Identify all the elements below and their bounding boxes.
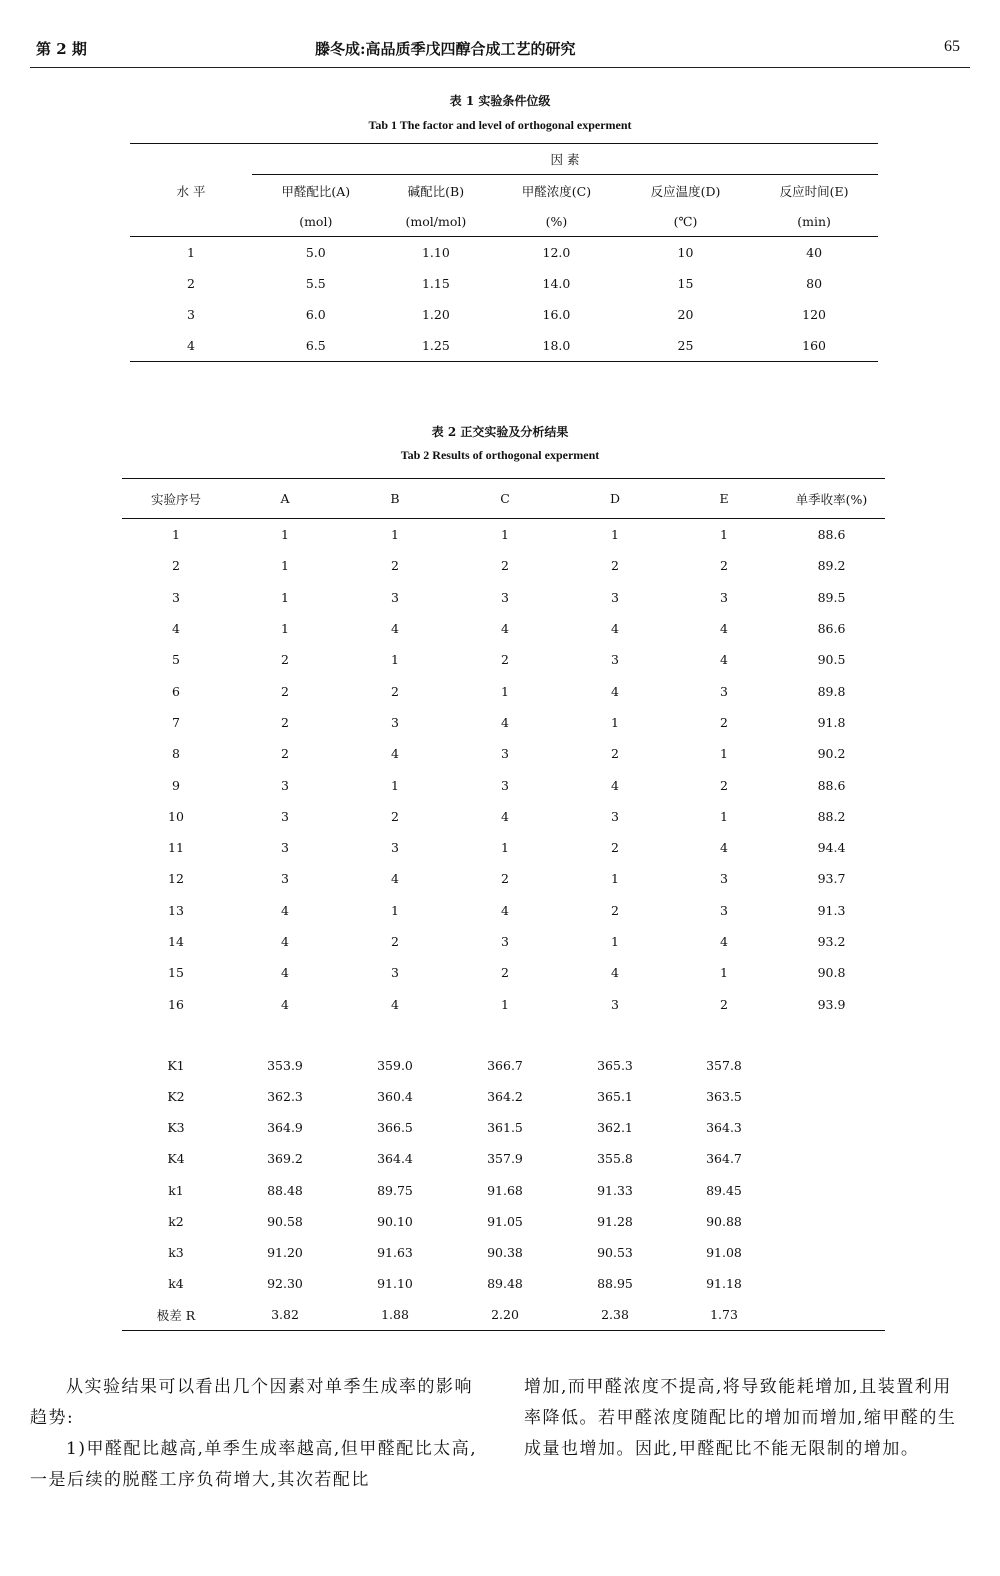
table-cell: 2 [281, 683, 289, 699]
table-cell: 2 [281, 652, 289, 668]
table-cell: 2 [501, 558, 509, 574]
table-cell: 3 [281, 871, 289, 887]
table1-caption-cn: 表 1 实验条件位级 [449, 94, 551, 108]
table-cell: 364.2 [487, 1089, 523, 1105]
table-cell: 2 [391, 934, 399, 949]
stats-row [122, 1237, 885, 1268]
stats-row [122, 1112, 885, 1143]
table-cell: 4 [720, 934, 728, 949]
stats-row [122, 1081, 885, 1112]
table-cell: 4 [391, 996, 399, 1012]
table-cell: 4 [501, 621, 509, 637]
stats-row [122, 1299, 885, 1331]
table-cell: 91.10 [377, 1276, 413, 1292]
table-cell: 25 [677, 338, 694, 353]
table-cell: 8 [172, 746, 180, 762]
body-paragraph: 从实验结果可以看出几个因素对单季生成率的影响趋势: [30, 1377, 473, 1428]
empty-cell [778, 1081, 885, 1112]
table-cell: 88.95 [597, 1276, 633, 1292]
header-rule [30, 67, 970, 68]
table-row [122, 769, 885, 800]
table-cell: 6.5 [305, 338, 326, 353]
table-row [130, 237, 878, 269]
table-cell: 89.75 [377, 1182, 413, 1198]
table-cell: 4 [611, 965, 619, 981]
t2-header-cell: 单季收率(%) [778, 479, 885, 519]
table-cell: 1 [611, 871, 619, 887]
table-cell: 4 [501, 902, 509, 918]
t1-col-unit: (℃) [621, 206, 750, 237]
table-cell: 2 [611, 746, 619, 762]
table-cell: 3 [391, 714, 399, 730]
empty-cell [778, 1299, 885, 1331]
empty-cell [778, 1112, 885, 1143]
empty-cell [778, 1143, 885, 1174]
table-cell: 4 [391, 621, 399, 637]
table-cell: 91.3 [817, 902, 846, 918]
table-cell: k3 [168, 1244, 184, 1260]
t1-col-name: 反应温度(D) [650, 183, 721, 199]
table-cell: 2 [281, 714, 289, 730]
spacer-row [122, 1020, 885, 1050]
table-cell: 366.7 [487, 1057, 523, 1073]
table-cell: 89.8 [817, 683, 846, 699]
table-cell: 2 [611, 558, 619, 574]
running-title: 滕冬成:高品质季戊四醇合成工艺的研究 [315, 40, 576, 58]
table-cell: 4 [281, 965, 289, 981]
table-cell: 2 [720, 714, 728, 730]
table-row [122, 613, 885, 644]
table-cell: 88.48 [267, 1182, 303, 1198]
table-cell: 91.68 [487, 1182, 523, 1198]
table-cell: 18.0 [542, 338, 571, 353]
table-cell: k4 [168, 1276, 184, 1292]
table-cell: 1 [187, 245, 195, 260]
table-row [122, 582, 885, 613]
table-cell: 91.33 [597, 1182, 633, 1198]
table-cell: 160 [802, 338, 827, 353]
table-cell: 1 [720, 808, 728, 824]
table-cell: 2 [501, 965, 509, 981]
table-cell: 89.45 [706, 1182, 742, 1198]
table-cell: 4 [720, 621, 728, 637]
table-cell: 3 [611, 808, 619, 824]
table-cell: 2 [187, 276, 195, 291]
table-cell: 4 [281, 996, 289, 1012]
table-cell: 4 [720, 652, 728, 668]
table-cell: 4 [611, 683, 619, 699]
running-header [0, 38, 1000, 62]
stats-row [122, 1268, 885, 1299]
table-cell: 364.9 [267, 1120, 303, 1136]
table-cell: 3 [611, 652, 619, 668]
table-cell: 2 [720, 777, 728, 793]
table-cell: 3 [720, 871, 728, 887]
table-cell: 2 [391, 808, 399, 824]
table-cell: 2 [501, 652, 509, 668]
table-cell: 4 [391, 746, 399, 762]
table-cell: 16.0 [542, 307, 571, 322]
table-cell: 2 [611, 840, 619, 856]
table-cell: 3 [720, 902, 728, 918]
table-cell: 1.88 [381, 1307, 409, 1323]
table-cell: 3.82 [271, 1307, 299, 1323]
table-row [122, 832, 885, 863]
table-cell: K2 [167, 1089, 185, 1105]
empty-cell [778, 1175, 885, 1206]
table-cell: 4 [501, 808, 509, 824]
table-cell: 1.10 [421, 245, 450, 260]
table-cell: 4 [611, 621, 619, 637]
table-row [122, 675, 885, 706]
table-cell: 2 [501, 871, 509, 887]
page-number: 65 [944, 38, 960, 55]
table-cell: 3 [391, 840, 399, 856]
empty-cell [778, 1237, 885, 1268]
table-cell: 1 [391, 527, 399, 543]
table-cell: 2 [391, 683, 399, 699]
table-cell: 94.4 [817, 840, 846, 856]
table-cell: 3 [187, 307, 195, 322]
t1-col-unit: (%) [492, 206, 621, 237]
table-cell: 361.5 [487, 1120, 523, 1136]
table-cell: 2 [720, 558, 728, 574]
t2-header-cell: C [450, 479, 560, 519]
table-cell: 92.30 [267, 1276, 303, 1292]
table-cell: 15 [168, 965, 184, 981]
table1-caption-en: Tab 1 The factor and level of orthogonal experment [368, 118, 632, 132]
table-cell: 1 [172, 527, 180, 543]
table-cell: 359.0 [377, 1057, 413, 1073]
table-cell: 3 [391, 965, 399, 981]
table-cell: 362.1 [597, 1120, 633, 1136]
table-cell: 1 [720, 746, 728, 762]
table-cell: 3 [281, 808, 289, 824]
stats-row [122, 1206, 885, 1237]
table-cell: 91.05 [487, 1213, 523, 1229]
table-cell: 2.20 [491, 1307, 519, 1323]
table-cell: 1.15 [421, 276, 450, 291]
table-cell: 1 [501, 683, 509, 699]
table-cell: 93.7 [817, 871, 846, 887]
table-cell: 80 [806, 276, 823, 291]
table-cell: 357.9 [487, 1151, 523, 1167]
table-cell: 90.10 [377, 1213, 413, 1229]
table-cell: 4 [187, 338, 195, 353]
table-cell: 20 [677, 307, 694, 322]
table-cell: k1 [168, 1182, 184, 1198]
table-cell: 1 [281, 527, 289, 543]
table-cell: 3 [501, 589, 509, 605]
table-cell: 364.3 [706, 1120, 742, 1136]
empty-cell [778, 1268, 885, 1299]
table-cell: 1 [391, 777, 399, 793]
table-cell: 1 [720, 527, 728, 543]
table-cell: 93.9 [817, 996, 846, 1012]
table-row [122, 644, 885, 675]
table-cell: 364.4 [377, 1151, 413, 1167]
table-cell: 9 [172, 777, 180, 793]
table-cell: 1 [501, 840, 509, 856]
table-cell: 14 [168, 934, 184, 949]
table-cell: 369.2 [267, 1151, 303, 1167]
table-cell: 3 [391, 589, 399, 605]
table-cell: 11 [168, 840, 184, 856]
table-cell: 90.58 [267, 1213, 303, 1229]
table-cell: 89.5 [817, 589, 846, 605]
table-cell: 3 [611, 589, 619, 605]
table-row [122, 863, 885, 894]
table-cell: 90.53 [597, 1244, 633, 1260]
table-cell: 3 [172, 589, 180, 605]
body-left-column [30, 1372, 482, 1496]
table-cell: 2.38 [601, 1307, 629, 1323]
table-cell: 1 [611, 934, 619, 949]
table-cell: 357.8 [706, 1057, 742, 1073]
table-cell: 7 [172, 714, 180, 730]
table-cell: 3 [611, 996, 619, 1012]
table-cell: 4 [172, 621, 180, 637]
table-cell: 3 [281, 777, 289, 793]
table-row [130, 268, 878, 299]
table-cell: 90.88 [706, 1213, 742, 1229]
level-header: 水 平 [130, 144, 252, 237]
table-cell: 1 [391, 652, 399, 668]
table1-body [130, 237, 878, 362]
table-cell: 88.6 [817, 527, 846, 543]
table-cell: 364.7 [706, 1151, 742, 1167]
table-cell: 5.5 [305, 276, 326, 291]
table-cell: 3 [501, 746, 509, 762]
t1-col-name: 碱配比(B) [407, 183, 465, 199]
t1-col-unit: (min) [750, 206, 878, 237]
table-cell: K4 [167, 1151, 185, 1167]
table-cell: 1 [611, 527, 619, 543]
table-row [122, 550, 885, 581]
table-cell: 91.28 [597, 1213, 633, 1229]
table-cell: 3 [720, 589, 728, 605]
table-cell: 3 [501, 777, 509, 793]
table-cell: K1 [167, 1057, 185, 1073]
spacer-cell [122, 1020, 885, 1050]
table-row [122, 988, 885, 1019]
table1 [130, 143, 878, 362]
table-cell: 3 [281, 840, 289, 856]
table-cell: 4 [501, 714, 509, 730]
table-cell: 353.9 [267, 1057, 303, 1073]
table-cell: 3 [501, 934, 509, 949]
table-row [122, 926, 885, 957]
body-right-column [524, 1372, 970, 1465]
table-cell: 1.73 [710, 1307, 738, 1323]
table-row [122, 801, 885, 832]
table-cell: 1 [281, 621, 289, 637]
factor-header: 因 素 [252, 144, 878, 175]
table-row [122, 519, 885, 551]
table-cell: 10 [168, 808, 184, 824]
table-cell: 14.0 [542, 276, 571, 291]
table-row [122, 707, 885, 738]
t2-header-cell: E [670, 479, 778, 519]
table-cell: 90.2 [817, 746, 846, 762]
table-cell: 91.8 [817, 714, 846, 730]
table-cell: 10 [677, 245, 694, 260]
table-cell: 1 [720, 965, 728, 981]
table-cell: 1.25 [421, 338, 450, 353]
table-cell: 2 [281, 746, 289, 762]
table-cell: 40 [806, 245, 823, 260]
table-cell: k2 [168, 1213, 184, 1229]
t1-col-name: 甲醛浓度(C) [521, 183, 592, 199]
table-cell: 1 [391, 902, 399, 918]
table2-caption-en: Tab 2 Results of orthogonal experment [400, 448, 600, 462]
t1-col-unit: (mol) [252, 206, 380, 237]
table-cell: 91.20 [267, 1244, 303, 1260]
table-cell: 1 [501, 527, 509, 543]
table-cell: 93.2 [817, 934, 846, 949]
stats-row [122, 1175, 885, 1206]
t2-header-cell: 实验序号 [122, 479, 230, 519]
table-cell: 90.38 [487, 1244, 523, 1260]
table-cell: 89.48 [487, 1276, 523, 1292]
table-cell: 1 [281, 558, 289, 574]
table-cell: 2 [720, 996, 728, 1012]
table-cell: 极差 R [156, 1307, 196, 1323]
table-cell: 120 [802, 307, 827, 322]
table-cell: 91.08 [706, 1244, 742, 1260]
table-cell: 6 [172, 683, 180, 699]
table-cell: 1 [281, 589, 289, 605]
table-cell: 4 [391, 871, 399, 887]
table-cell: 4 [281, 934, 289, 949]
table-cell: 5 [172, 652, 180, 668]
table-cell: 366.5 [377, 1120, 413, 1136]
t1-col-name: 反应时间(E) [779, 183, 849, 199]
table-row [122, 738, 885, 769]
table-cell: 5.0 [305, 245, 326, 260]
table-row [130, 330, 878, 362]
table-cell: 90.5 [817, 652, 846, 668]
table-cell: 2 [391, 558, 399, 574]
table2 [122, 478, 885, 1331]
table-cell: 363.5 [706, 1089, 742, 1105]
empty-cell [778, 1206, 885, 1237]
table-cell: 12 [168, 871, 184, 887]
table-row [122, 895, 885, 926]
table-cell: 88.2 [817, 808, 846, 824]
table-cell: 91.18 [706, 1276, 742, 1292]
t1-col-name: 甲醛配比(A) [281, 183, 351, 199]
t2-header-cell: B [340, 479, 450, 519]
table-cell: K3 [167, 1120, 185, 1136]
table-cell: 88.6 [817, 777, 846, 793]
table-cell: 4 [720, 840, 728, 856]
stats-row [122, 1050, 885, 1081]
table-cell: 365.1 [597, 1089, 633, 1105]
table-cell: 90.8 [817, 965, 846, 981]
issue-label: 第 2 期 [36, 40, 87, 58]
table-cell: 2 [611, 902, 619, 918]
table-cell: 86.6 [817, 621, 846, 637]
t2-header-cell: D [560, 479, 670, 519]
table-cell: 91.63 [377, 1244, 413, 1260]
table2-caption-cn: 表 2 正交实验及分析结果 [431, 425, 569, 439]
table-row [122, 957, 885, 988]
table-cell: 16 [168, 996, 184, 1012]
table-cell: 4 [611, 777, 619, 793]
body-paragraph: 增加,而甲醛浓度不提高,将导致能耗增加,且装置利用率降低。若甲醛浓度随配比的增加而增加,缩甲醛的生成量也增加。因此,甲醛配比不能无限制的增加。 [524, 1377, 957, 1459]
table-cell: 4 [281, 902, 289, 918]
table-cell: 362.3 [267, 1089, 303, 1105]
table-cell: 13 [168, 902, 184, 918]
table-cell: 6.0 [305, 307, 326, 322]
table-cell: 1.20 [421, 307, 450, 322]
table-cell: 360.4 [377, 1089, 413, 1105]
table-cell: 12.0 [542, 245, 571, 260]
empty-cell [778, 1050, 885, 1081]
t2-header-cell: A [230, 479, 340, 519]
table2-body [122, 519, 885, 1331]
table-cell: 15 [677, 276, 694, 291]
table-cell: 365.3 [597, 1057, 633, 1073]
stats-row [122, 1143, 885, 1174]
table-cell: 1 [611, 714, 619, 730]
table-cell: 1 [501, 996, 509, 1012]
t1-col-unit: (mol/mol) [380, 206, 493, 237]
table-cell: 2 [172, 558, 180, 574]
body-paragraph: 1)甲醛配比越高,单季生成率越高,但甲醛配比太高,一是后续的脱醛工序负荷增大,其次若配比 [30, 1439, 478, 1490]
table-cell: 355.8 [597, 1151, 633, 1167]
table-cell: 89.2 [817, 558, 846, 574]
table-cell: 3 [720, 683, 728, 699]
table-row [130, 299, 878, 330]
